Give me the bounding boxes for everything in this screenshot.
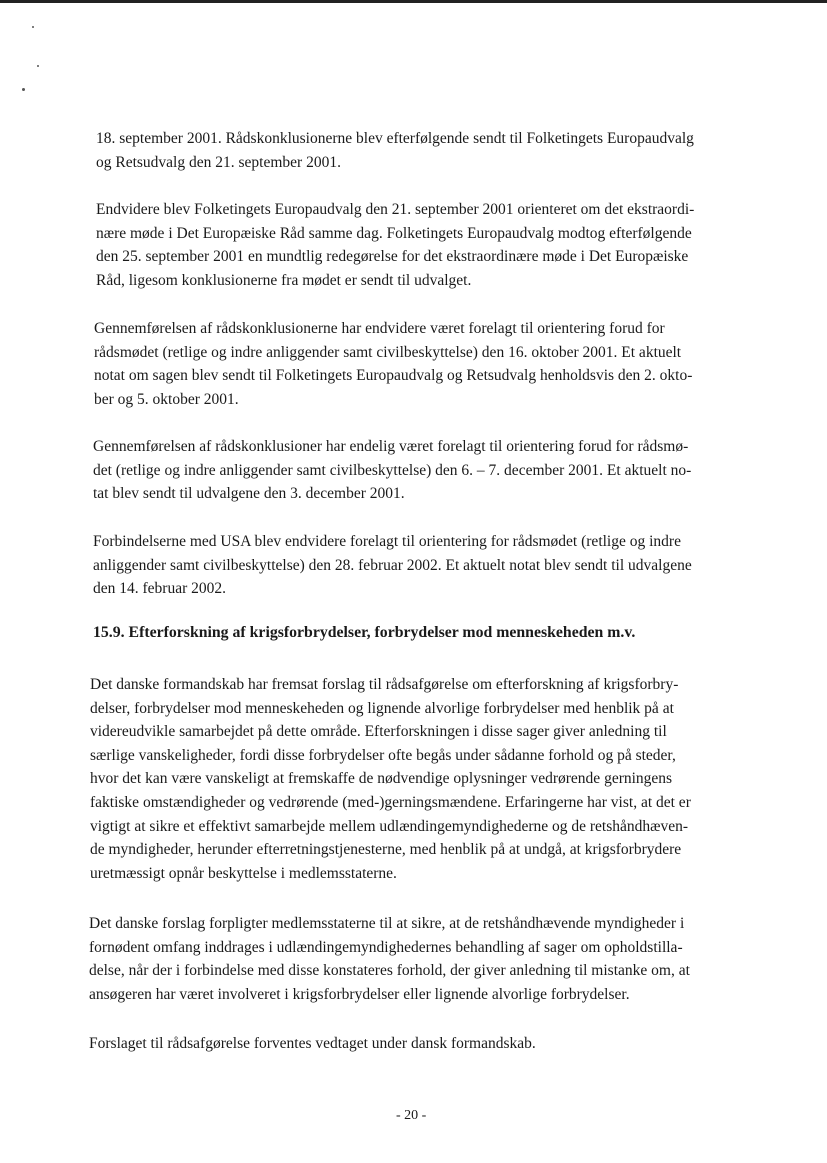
text-line: ansøgeren har været involveret i krigsforbrydelser eller lignende alvorlige forbrydelser. (89, 985, 630, 1003)
text-line: den 25. september 2001 en mundtlig redegørelse for det ekstraordinære møde i Det Europæiske (96, 248, 689, 266)
top-scan-edge (0, 0, 827, 3)
text-line: rådsmødet (retlige og indre anliggender samt civilbeskyttelse) den 16. oktober 2001. Et aktuelt (94, 343, 682, 361)
paragraph-member-state-obligations (89, 912, 690, 1006)
page-number: - 20 - (396, 1108, 427, 1123)
scan-speck (32, 26, 34, 28)
text-line: tat blev sendt til udvalgene den 3. december 2001. (93, 485, 405, 503)
paragraph-implementation-october (94, 317, 692, 411)
text-line: Forbindelserne med USA blev endvidere forelagt til orientering for rådsmødet (retlige og indre (93, 533, 681, 550)
text-line: videreudvikle samarbejdet på dette område. Efterforskningen i disse sager giver anledning til (90, 723, 667, 741)
paragraph-implementation-december (93, 435, 691, 506)
section-heading: 15.9. Efterforskning af krigsforbrydelser, forbrydelser mod menneskeheden m.v. (93, 624, 636, 641)
scan-speck (22, 88, 25, 91)
text-line: de myndigheder, herunder efterretningstjenesterne, med henblik på at undgå, at krigsforbrydere (90, 841, 682, 859)
scan-speck (37, 65, 39, 67)
text-line: det (retlige og indre anliggender samt civilbeskyttelse) den 6. – 7. december 2001. Et aktuelt no- (93, 461, 692, 479)
text-line: anliggender samt civilbeskyttelse) den 28. februar 2002. Et aktuelt notat blev sendt til udvalgene (93, 556, 692, 574)
text-line: Det danske forslag forpligter medlemsstaterne til at sikre, at de retshåndhævende myndigheder i (89, 915, 685, 932)
paragraph-usa-relations (93, 530, 692, 601)
paragraph-adoption-expectation (89, 1032, 536, 1056)
text-line: notat om sagen blev sendt til Folketingets Europaudvalg og Retsudvalg henholdsvis den 2. okto- (94, 367, 693, 385)
text-line: vigtigt at sikre et effektivt samarbejde mellem udlændingemyndighederne og de retshåndhæven- (90, 817, 689, 835)
text-line: delse, når der i forbindelse med disse konstateres forhold, der giver anledning til mistanke om, at (89, 962, 690, 980)
text-line: nære møde i Det Europæiske Råd samme dag. Folketingets Europaudvalg modtog efterfølgende (96, 224, 692, 242)
text-line: delser, forbrydelser mod menneskeheden og lignende alvorlige forbrydelser med henblik på at (90, 699, 674, 717)
text-line: ber og 5. oktober 2001. (94, 390, 239, 408)
text-line: Det danske formandskab har fremsat forslag til rådsafgørelse om efterforskning af krigsforbry- (90, 676, 679, 693)
paragraph-europe-committee-briefing (96, 198, 694, 292)
text-line: 18. september 2001. Rådskonklusionerne blev efterfølgende sendt til Folketingets Europaudvalg (96, 130, 694, 147)
text-line: og Retsudvalg den 21. september 2001. (96, 153, 341, 171)
text-line: Gennemførelsen af rådskonklusionerne har endvidere været forelagt til orientering forud for (94, 320, 665, 337)
text-line: faktiske omstændigheder og vedrørende (med-)gerningsmændene. Erfaringerne har vist, at det er (90, 793, 691, 811)
text-line: hvor det kan være vanskeligt at fremskaffe de nødvendige oplysninger vedrørende gerningens (90, 770, 673, 788)
text-line: Forslaget til rådsafgørelse forventes vedtaget under dansk formandskab. (89, 1035, 536, 1052)
text-line: Råd, ligesom konklusionerne fra mødet er sendt til udvalget. (96, 271, 472, 289)
text-line: Endvidere blev Folketingets Europaudvalg den 21. september 2001 orienteret om det ekstraordi- (96, 201, 695, 218)
text-line: særlige vanskeligheder, fordi disse forbrydelser ofte begås under sådanne forhold og på steder, (90, 746, 676, 764)
text-line: Gennemførelsen af rådskonklusioner har endelig været forelagt til orientering forud for rådsmø- (93, 438, 689, 455)
paragraph-council-conclusions (96, 127, 694, 174)
text-line: uretmæssigt opnår beskyttelse i medlemsstaterne. (90, 864, 397, 882)
text-line: fornødent omfang inddrages i udlændingemyndighedernes behandling af sager om opholdstilla- (89, 938, 683, 956)
paragraph-danish-proposal (90, 673, 691, 885)
text-line: den 14. februar 2002. (93, 580, 226, 598)
